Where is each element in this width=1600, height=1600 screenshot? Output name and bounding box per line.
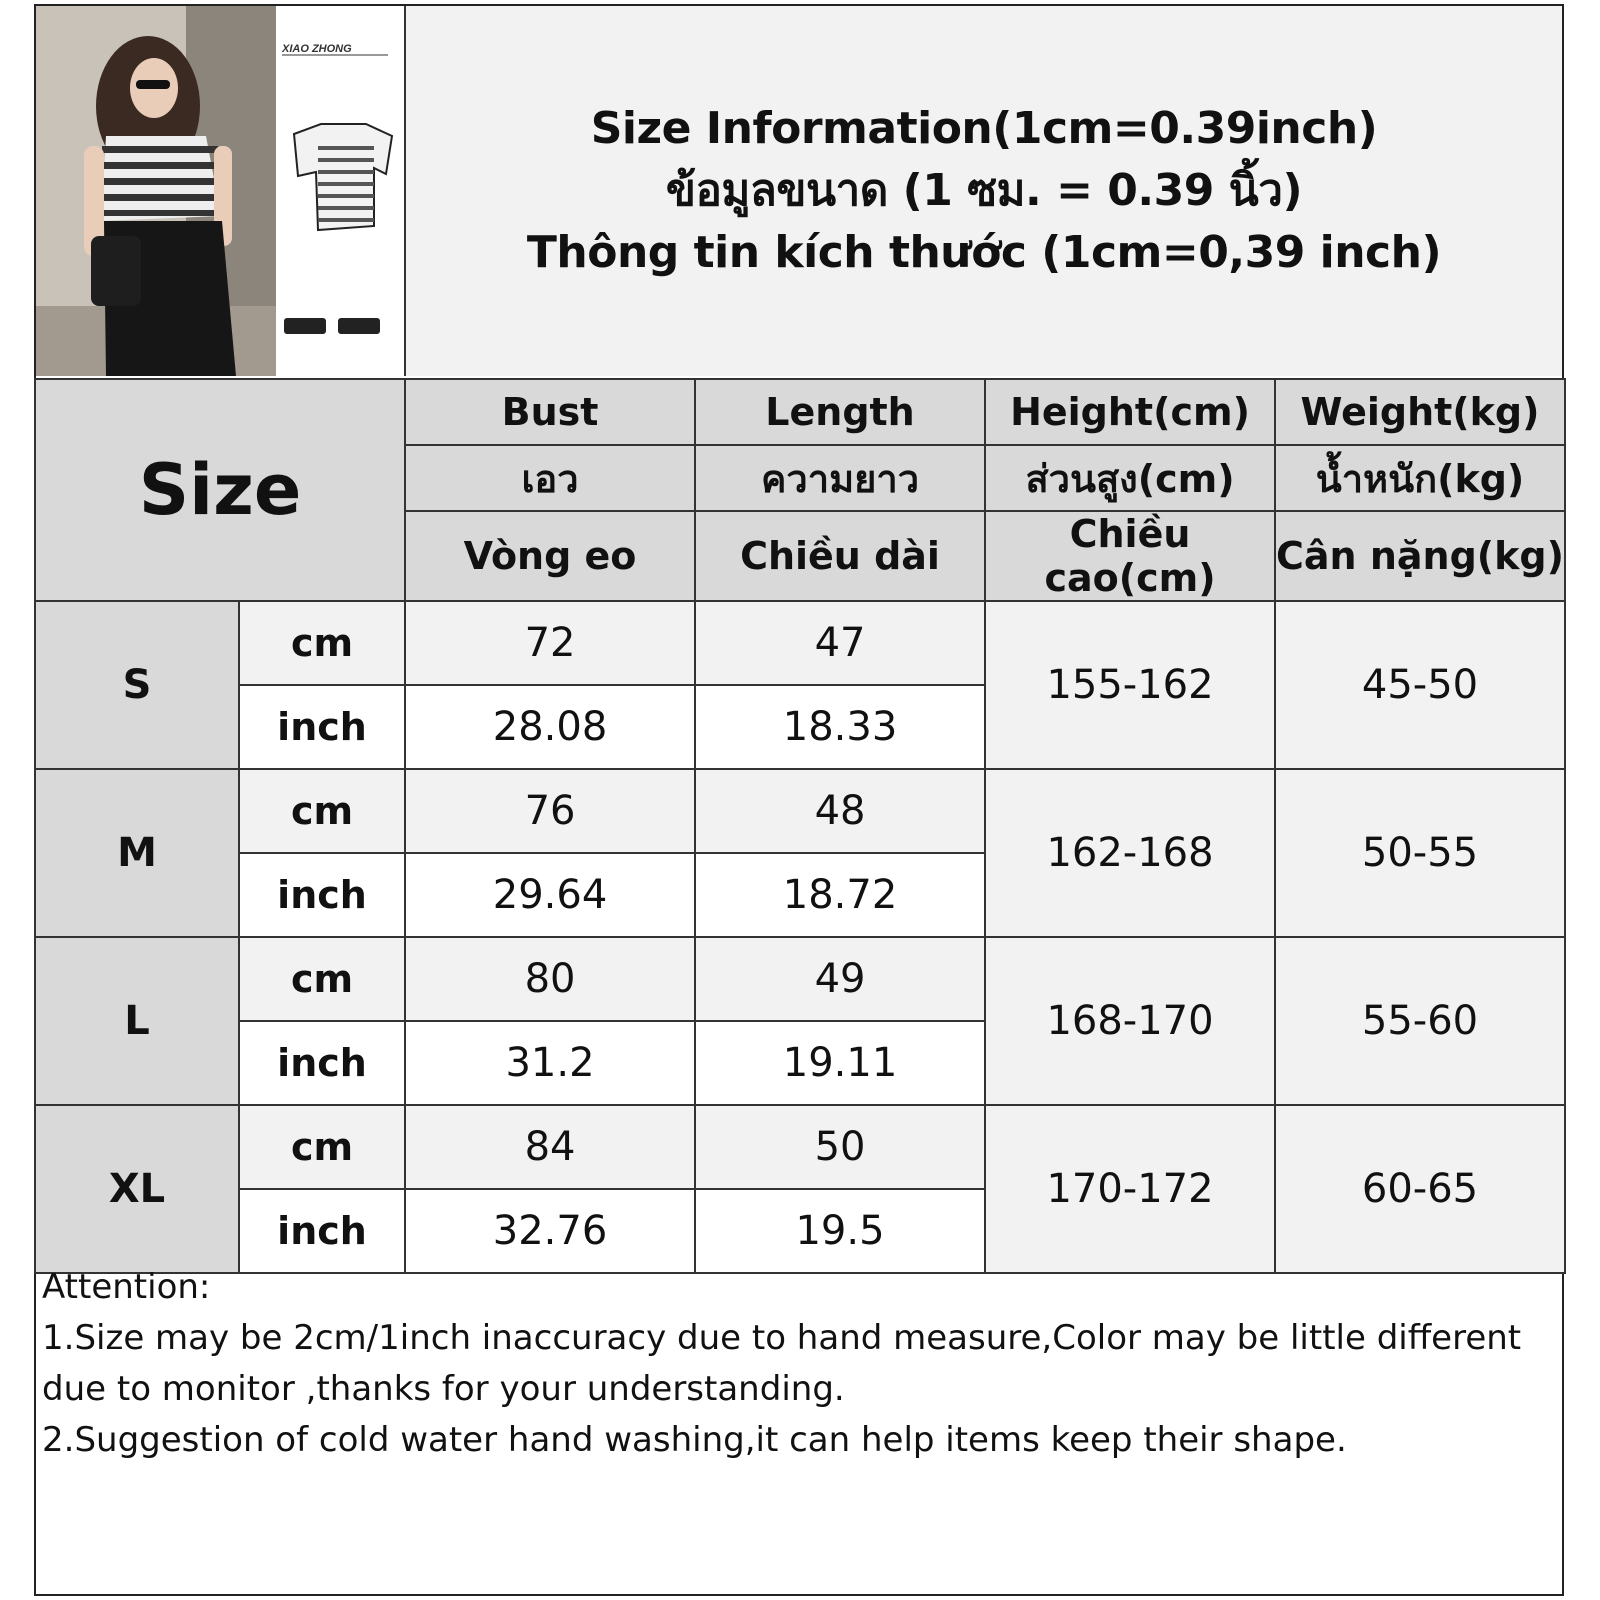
table-row <box>35 937 1565 1021</box>
col-weight-en: Weight(kg) <box>1275 379 1565 445</box>
col-length-th: ความยาว <box>695 445 985 511</box>
attention-heading: Attention: <box>42 1267 211 1307</box>
length-cm-value: 47 <box>695 601 985 685</box>
size-table <box>34 378 1566 1274</box>
unit-cm: cm <box>239 937 405 1021</box>
length-cm-value: 50 <box>695 1105 985 1189</box>
attention-notes <box>42 1262 1552 1466</box>
unit-inch: inch <box>239 853 405 937</box>
brand-label: XIAO ZHONG <box>282 43 352 55</box>
col-bust-en: Bust <box>405 379 695 445</box>
col-height-en: Height(cm) <box>985 379 1275 445</box>
height-range: 170-172 <box>985 1105 1275 1273</box>
unit-cm: cm <box>239 1105 405 1189</box>
product-photo-illustration <box>36 6 402 376</box>
height-range: 168-170 <box>985 937 1275 1105</box>
table-row <box>35 1105 1565 1189</box>
length-inch-value: 18.33 <box>695 685 985 769</box>
bust-inch-value: 32.76 <box>405 1189 695 1273</box>
header-row-en <box>35 379 1565 445</box>
col-length-en: Length <box>695 379 985 445</box>
bust-cm-value: 76 <box>405 769 695 853</box>
unit-cm: cm <box>239 769 405 853</box>
length-inch-value: 19.11 <box>695 1021 985 1105</box>
attention-note-1: 1.Size may be 2cm/1inch inaccuracy due to hand measure,Color may be little different due to monitor ,thanks for your understanding. <box>42 1318 1522 1409</box>
weight-range: 55-60 <box>1275 937 1565 1105</box>
size-label-xl: XL <box>35 1105 239 1273</box>
length-cm-value: 48 <box>695 769 985 853</box>
length-inch-value: 19.5 <box>695 1189 985 1273</box>
col-height-vi: Chiều cao(cm) <box>985 511 1275 601</box>
bust-cm-value: 72 <box>405 601 695 685</box>
table-row <box>35 769 1565 853</box>
weight-range: 50-55 <box>1275 769 1565 937</box>
unit-inch: inch <box>239 685 405 769</box>
weight-range: 45-50 <box>1275 601 1565 769</box>
col-weight-th: น้ำหนัก(kg) <box>1275 445 1565 511</box>
bust-inch-value: 28.08 <box>405 685 695 769</box>
weight-range: 60-65 <box>1275 1105 1565 1273</box>
height-range: 162-168 <box>985 769 1275 937</box>
title-vietnamese: Thông tin kích thước (1cm=0,39 inch) <box>526 227 1442 278</box>
bust-cm-value: 80 <box>405 937 695 1021</box>
length-inch-value: 18.72 <box>695 853 985 937</box>
size-info-header <box>404 6 1562 376</box>
bust-cm-value: 84 <box>405 1105 695 1189</box>
size-corner-label: Size <box>35 379 405 601</box>
unit-inch: inch <box>239 1021 405 1105</box>
size-label-m: M <box>35 769 239 937</box>
size-label-l: L <box>35 937 239 1105</box>
height-range: 155-162 <box>985 601 1275 769</box>
col-bust-th: เอว <box>405 445 695 511</box>
col-bust-vi: Vòng eo <box>405 511 695 601</box>
unit-cm: cm <box>239 601 405 685</box>
product-photo <box>36 6 402 376</box>
table-row <box>35 601 1565 685</box>
col-height-th: ส่วนสูง(cm) <box>985 445 1275 511</box>
col-length-vi: Chiều dài <box>695 511 985 601</box>
size-label-s: S <box>35 601 239 769</box>
bust-inch-value: 31.2 <box>405 1021 695 1105</box>
bust-inch-value: 29.64 <box>405 853 695 937</box>
length-cm-value: 49 <box>695 937 985 1021</box>
col-weight-vi: Cân nặng(kg) <box>1275 511 1565 601</box>
attention-note-2: 2.Suggestion of cold water hand washing,it can help items keep their shape. <box>42 1420 1347 1460</box>
unit-inch: inch <box>239 1189 405 1273</box>
title-thai: ข้อมูลขนาด (1 ซม. = 0.39 นิ้ว) <box>665 165 1303 216</box>
title-english: Size Information(1cm=0.39inch) <box>590 103 1378 154</box>
